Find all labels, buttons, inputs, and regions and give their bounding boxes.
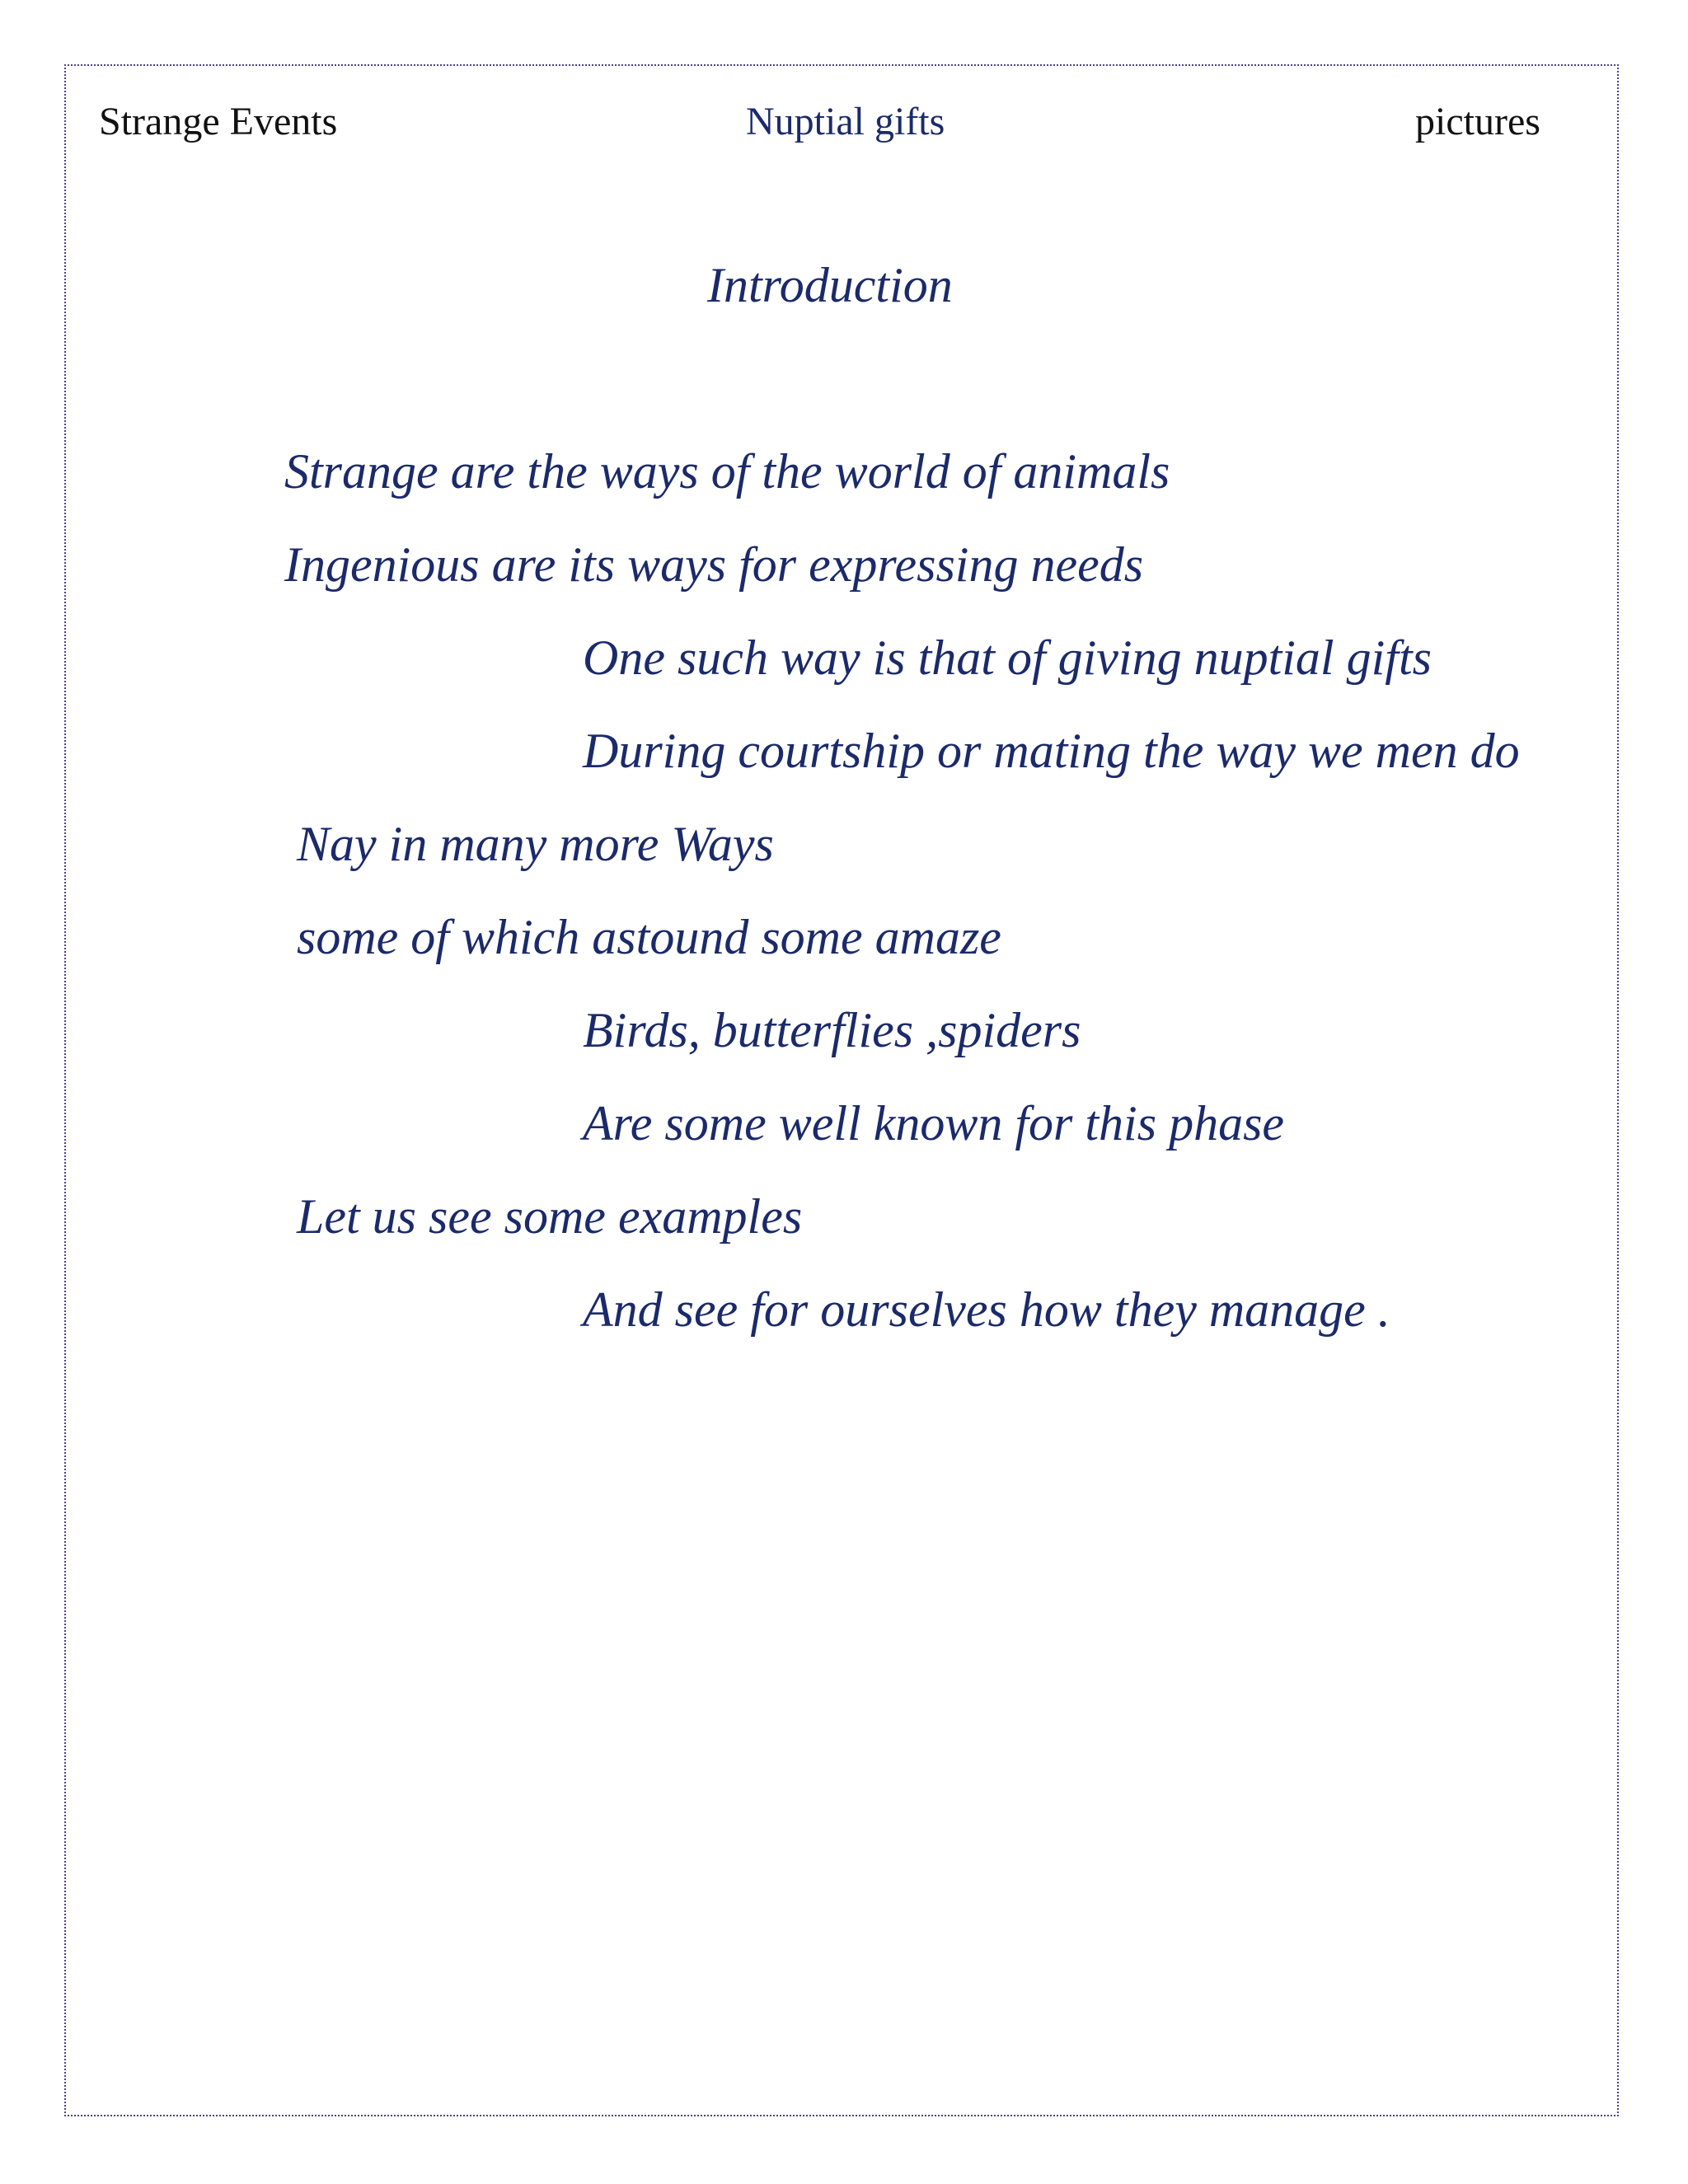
poem-line: During courtship or mating the way we men do bbox=[583, 724, 1520, 778]
poem-line: And see for ourselves how they manage . bbox=[583, 1282, 1390, 1337]
header-link-pictures[interactable]: pictures bbox=[1415, 100, 1540, 143]
poem-line: Strange are the ways of the world of animals bbox=[284, 444, 1170, 499]
poem-line: Let us see some examples bbox=[297, 1189, 803, 1244]
poem-line: Are some well known for this phase bbox=[583, 1096, 1285, 1151]
poem-line: some of which astound some amaze bbox=[297, 910, 1001, 964]
poem-line: Birds, butterflies ,spiders bbox=[583, 1003, 1081, 1057]
poem-line: One such way is that of giving nuptial gifts bbox=[583, 630, 1432, 685]
header-link-strange-events[interactable]: Strange Events bbox=[99, 100, 338, 143]
poem-line: Nay in many more Ways bbox=[297, 817, 774, 871]
page-border bbox=[64, 64, 1619, 2116]
poem-line: Ingenious are its ways for expressing needs bbox=[284, 537, 1144, 592]
header-link-nuptial-gifts[interactable]: Nuptial gifts bbox=[746, 100, 945, 143]
page-title: Introduction bbox=[707, 258, 953, 312]
